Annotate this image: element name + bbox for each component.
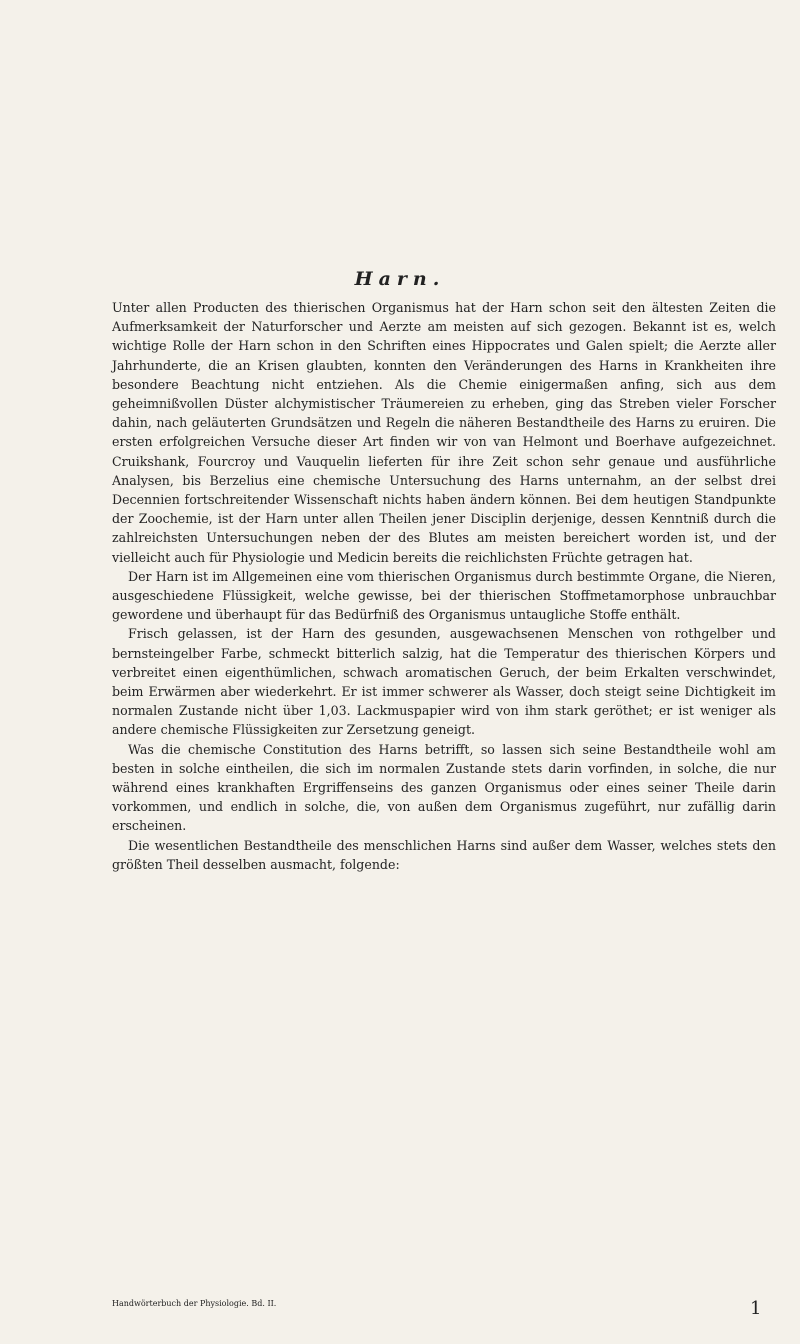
paragraph: Der Harn ist im Allgemeinen eine vom thierischen Organismus durch bestimmte Organe, die Nieren, ausgeschiedene Flüssigkeit, welche gewisse, bei der thierischen Stoffmetamorphose unbrauchbar gewordene und überhaupt für das Bedürfniß des Organismus untaugliche Stoffe enthält. (112, 568, 776, 623)
paragraph: Die wesentlichen Bestandtheile des menschlichen Harns sind außer dem Wasser, welches stets den größten Theil desselben ausmacht, folgende: (112, 837, 776, 872)
paragraph: Frisch gelassen, ist der Harn des gesunden, ausgewachsenen Menschen von rothgelber und bernsteingelber Farbe, schmeckt bitterlich salzig, hat die Temperatur des thierischen Körpers und verbreitet einen eigenthümlichen, schwach aromatischen Geruch, der beim Erkalten verschwindet, beim Erwärmen aber wiederkehrt. Er ist immer schwerer als Wasser, doch steigt seine Dichtigkeit im normalen Zustande nicht über 1,03. Lackmuspapier wird von ihm stark geröthet; er ist weniger als andere chemische Flüssigkeiten zur Zersetzung geneigt. (112, 626, 776, 738)
paragraph: Was die chemische Constitution des Harns betrifft, so lassen sich seine Bestandtheile wohl am besten in solche eintheilen, die sich im normalen Zustande stets darin vorfinden, in solche, die nur während eines krankhaften Ergriffenseins des ganzen Organismus oder eines seiner Theile darin vorkommen, und endlich in solche, die, von außen dem Organismus zugeführt, nur zufällig darin erscheinen. (112, 741, 776, 834)
body-text (112, 298, 776, 874)
footer-citation: Handwörterbuch der Physiologie. Bd. II. (112, 1299, 277, 1308)
page-heading: Harn. (354, 268, 446, 290)
paragraph: Unter allen Producten des thierischen Organismus hat der Harn schon seit den ältesten Zeiten die Aufmerksamkeit der Naturforscher und Aerzte am meisten auf sich gezogen. Bekannt ist es, welch wichtige Rolle der Harn schon in den Schriften eines Hippocrates und Galen spielt; die Aerzte aller Jahrhunderte, die an Krisen glaubten, konnten den Veränderungen des Harns in Krankheiten ihre besondere Beachtung nicht entziehen. Als die Chemie einigermaßen anfing, sich aus dem geheimnißvollen Düster alchymistischer Träumereien zu erheben, ging das Streben vieler Forscher dahin, nach geläuterten Grundsätzen und Regeln die näheren Bestandtheile des Harns zu eruiren. Die ersten erfolgreichen Versuche dieser Art finden wir von van Helmont und Boerhave aufgezeichnet. Cruikshank, Fourcroy und Vauquelin lieferten für ihre Zeit schon sehr genaue und ausführliche Analysen, bis Berzelius eine chemische Untersuchung des Harns unternahm, an der selbst drei Decennien fortschreitender Wissenschaft nichts haben ändern können. Bei dem heutigen Standpunkte der Zoochemie, ist der Harn unter allen Theilen jener Disciplin derjenige, dessen Kenntniß durch die zahlreichsten Untersuchungen neben der des Blutes am meisten bereichert worden ist, und der vielleicht auch für Physiologie und Medicin bereits die reichlichsten Früchte getragen hat. (112, 300, 776, 565)
page-number: 1 (750, 1298, 762, 1319)
